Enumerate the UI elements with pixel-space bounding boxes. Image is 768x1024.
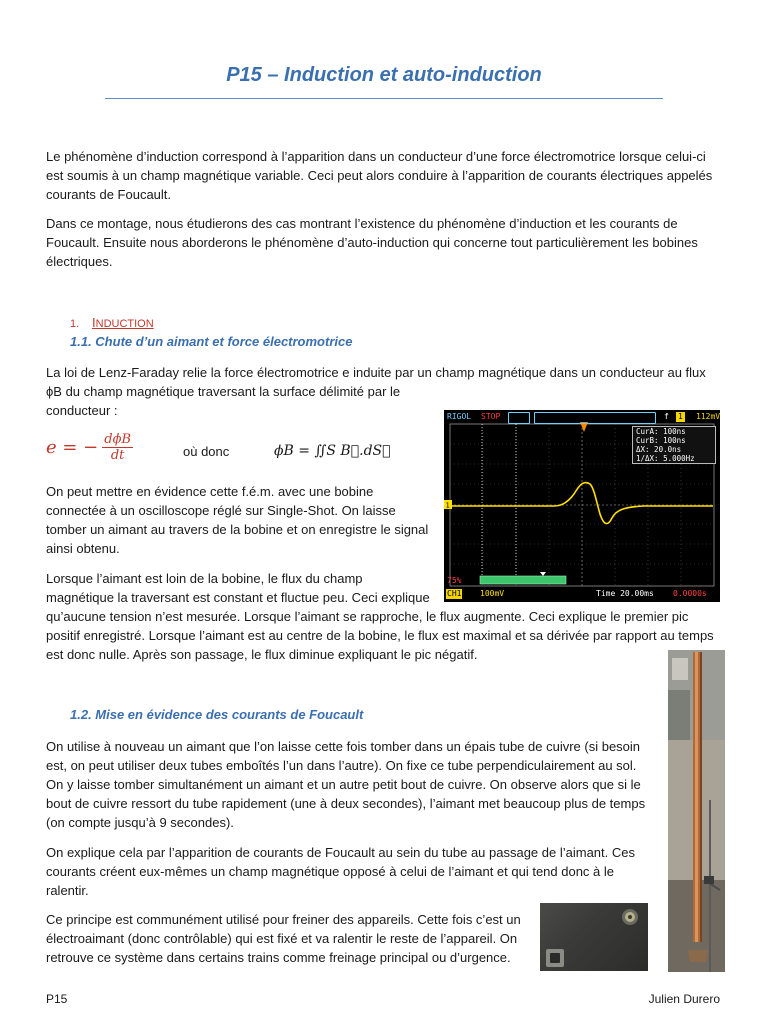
equation-emf — [46, 432, 133, 463]
channel-scale: 100mV — [480, 589, 505, 598]
foucault-paragraph-2: On explique cela par l’apparition de courants de Foucault au sein du tube au passage de l’aimant. Ces courants créent eux-mêmes un champ magnétique opposé à celui de l’aimant et qui tend donc à le ralentir. — [46, 845, 635, 898]
scope-brand: RIGOL — [447, 412, 472, 421]
scope-status-box-1 — [508, 412, 530, 424]
trigger-channel: 1 — [678, 412, 683, 421]
trigger-level: 112mV — [696, 412, 720, 421]
trigger-delay: 0.0000s — [673, 589, 707, 598]
equation-flux: ϕB = ∬S B⃗.dS⃗ — [274, 443, 391, 459]
cursor-delta: ΔX: 20.0ns — [636, 445, 682, 454]
section-title-rest: NDUCTION — [95, 318, 154, 330]
lenz-paragraph-line-2: ϕB du champ magnétique traversant la surface délimité par le — [46, 384, 401, 399]
trigger-percent: 75% — [447, 576, 462, 585]
page-title: P15 – Induction et auto-induction — [226, 64, 542, 86]
scope-run-state: STOP — [481, 412, 501, 421]
foucault-paragraph-1: On utilise à nouveau un aimant que l’on laisse cette fois tomber dans un épais tube de cuivre (si besoin est, on peut utiliser deux tubes emboîtés l’un dans l’autre). On fixe ce tube perpendiculairement au sol. On y laisse tomber simultanément un aimant et un autre petit bout de cuivre. On observe alors que si le bout de cuivre ressort du tube rapidement (une à deux secondes), l’aimant met beaucoup plus de temps (on compte jusqu’à 9 secondes). — [46, 739, 646, 830]
equation-emf-denominator: dt — [110, 448, 125, 463]
oscilloscope-screenshot — [444, 410, 720, 602]
section-heading-induction — [70, 315, 154, 330]
scope-waveform-overview — [534, 412, 656, 424]
equation-emf-lhs: e = − — [46, 437, 99, 458]
section-title-initial: I — [92, 315, 96, 330]
subsection-heading-1-2: 1.2. Mise en évidence des courants de Foucault — [70, 707, 364, 722]
cursor-b: CurB: 100ns — [636, 436, 686, 445]
bobine-paragraph: On peut mettre en évidence cette f.é.m. avec une bobine connectée à un oscilloscope réglé sur Single-Shot. On laisse tomber un aimant au travers de la bobine et on enregistre le signal ainsi obtenu. — [46, 484, 429, 556]
channel-marker: 1 — [445, 501, 450, 510]
copper-tube-photo — [668, 650, 725, 972]
lenz-paragraph-line-1: La loi de Lenz-Faraday relie la force électromotrice e induite par un champ magnétique dans un conducteur au flux — [46, 365, 706, 380]
footer-page-label: P15 — [46, 992, 68, 1006]
aimant-paragraph-start: Lorsque l’aimant est loin de la bobine, le flux du champ magnétique la traversant est constant et fluctue peu. Ceci explique — [46, 571, 430, 605]
timebase: Time 20.00ms — [596, 589, 654, 598]
subsection-heading-1-1: 1.1. Chute d’un aimant et force électromotrice — [70, 334, 353, 349]
memory-bar — [480, 576, 566, 584]
title-underline — [105, 98, 663, 99]
foucault-paragraph-3: Ce principe est communément utilisé pour freiner des appareils. Cette fois c’est un électroaimant (donc contrôlable) qui est fixé et va ralentir le reste de l’appareil. On retrouve ce système dans certains trains comme freinage principal ou d’urgence. — [46, 912, 521, 965]
trigger-mode: f — [664, 412, 669, 421]
footer-author: Julien Durero — [648, 992, 720, 1006]
intro-paragraph-1: Le phénomène d’induction correspond à l’apparition dans un conducteur d’une force électromotrice lorsque celui-ci est soumis à un champ magnétique variable. Ceci peut alors conduire à l’apparition de courants électriques appelés courants de Foucault. — [46, 149, 713, 202]
aimant-paragraph-rest: qu’aucune tension n’est mesurée. Lorsque l’aimant se rapproche, le flux augmente. Ceci explique le premier pic positif enregistré. Lorsque l’aimant est au centre de la bobine, le flux est maximal et sa dérivée par rapport au temps est donc nulle. Après son passage, le flux diminue expliquant le pic négatif. — [46, 609, 714, 662]
ou-donc-text: où donc — [183, 444, 230, 459]
cursor-frequency: 1/ΔX: 5.000Hz — [636, 454, 695, 463]
channel-label: CH1 — [447, 589, 462, 598]
cursor-readout — [632, 426, 716, 464]
equation-emf-numerator: dϕB — [104, 432, 132, 447]
section-number: 1. — [70, 318, 80, 330]
cursor-a: CurA: 100ns — [636, 427, 686, 436]
lenz-paragraph-line-3: conducteur : — [46, 403, 118, 418]
magnetic-brake-photo — [540, 903, 648, 971]
intro-paragraph-2: Dans ce montage, nous étudierons des cas montrant l’existence du phénomène d’induction et les courants de Foucault. Ensuite nous aborderons le phénomène d’auto-induction qui concerne tout particulièrement les bobines électriques. — [46, 216, 698, 269]
